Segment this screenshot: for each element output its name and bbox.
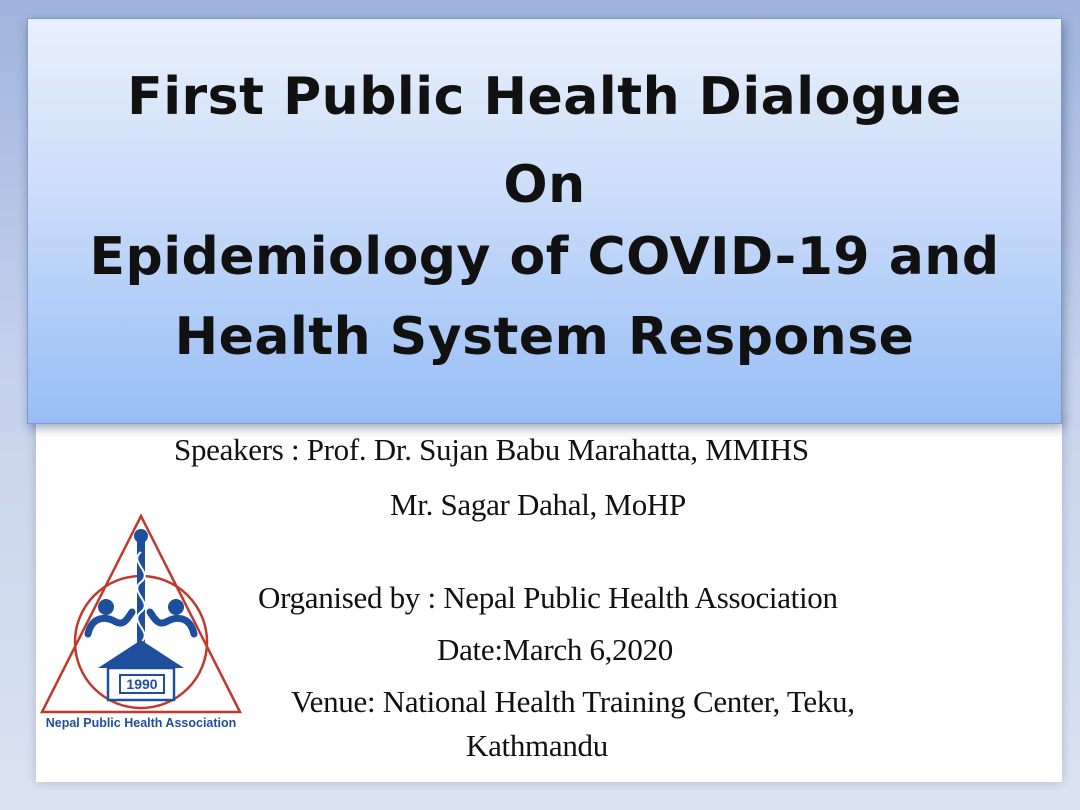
organiser-text: Organised by : Nepal Public Health Association — [258, 580, 838, 615]
logo-caption: Nepal Public Health Association — [45, 716, 237, 730]
title-box — [27, 18, 1062, 424]
logo-left-figure-body — [88, 612, 132, 634]
date-text: Date:March 6,2020 — [437, 632, 673, 667]
logo-left-figure-head — [98, 599, 114, 615]
logo-year: 1990 — [126, 676, 158, 692]
speakers-line-1: Speakers : Prof. Dr. Sujan Babu Marahatta, MMIHS — [174, 432, 809, 467]
logo-right-figure-body — [150, 612, 194, 634]
venue-line-2: Kathmandu — [466, 728, 608, 763]
npha-logo — [36, 512, 246, 740]
logo-right-figure-head — [168, 599, 184, 615]
title-line-3: Epidemiology of COVID-19 and — [89, 227, 1000, 287]
title-line-2: On — [503, 155, 586, 215]
logo-house-roof — [98, 640, 184, 668]
venue-line-1: Venue: National Health Training Center, Teku, — [291, 684, 855, 719]
logo-staff-top — [134, 529, 148, 543]
title-line-1: First Public Health Dialogue — [127, 67, 962, 127]
speakers-line-2: Mr. Sagar Dahal, MoHP — [390, 487, 686, 522]
title-line-4: Health System Response — [174, 307, 915, 367]
